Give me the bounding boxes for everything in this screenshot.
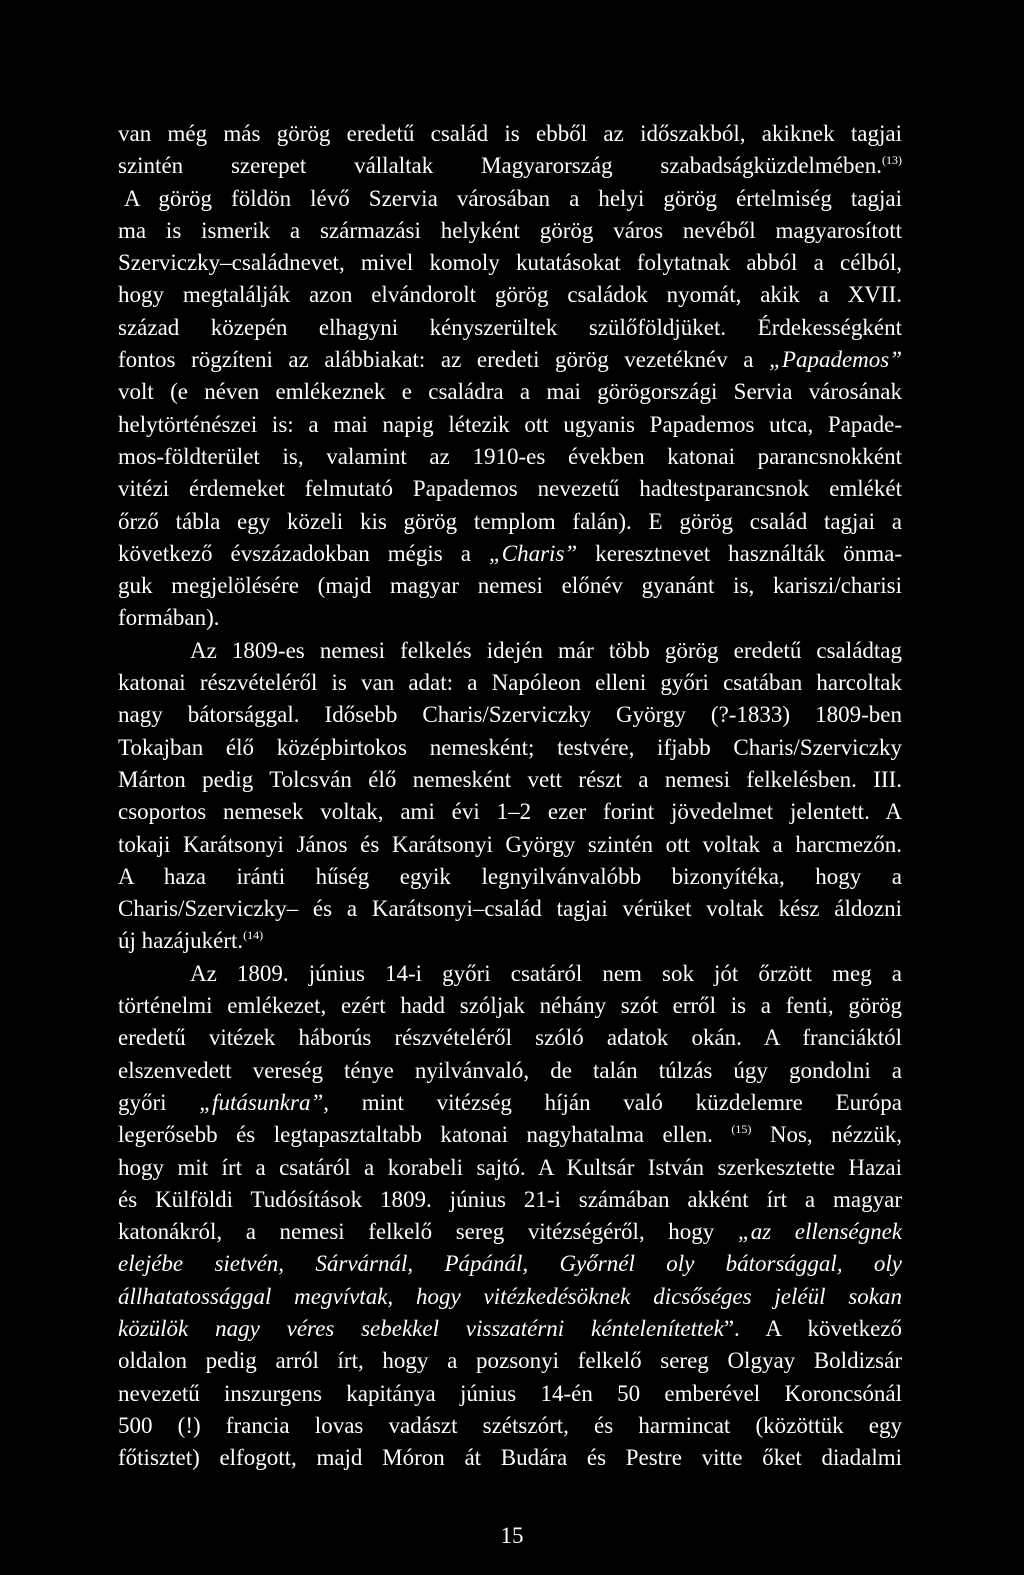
text-run: formában). [118,605,220,631]
text-line [118,1410,902,1442]
paragraph-first-line [118,635,902,667]
paragraph-first-line [118,183,902,215]
text-run: Az 1809-es nemesi felkelés idején már több görög eredetű családtag [190,637,902,663]
text-run: elszenvedett vereség ténye nyilvánvaló, de talán túlzás úgy gondolni a [118,1057,902,1083]
italic-quote-line [118,1281,902,1313]
text-run: katonákról, a nemesi felkelő sereg vitézségéről, hogy [118,1219,715,1245]
text-run: ”. A következő [723,1315,902,1341]
text-line [118,1055,902,1087]
text-run: guk megjelölésére (majd magyar nemesi előnév gyanánt is, kariszi/charisi [118,573,902,599]
text-run: helytörténészei is: a mai napig létezik ott ugyanis Papademos utca, Papade- [118,411,902,437]
text-run: hogy mit írt a csatáról a korabeli sajtó. A Kultsár István szerkesztette Hazai [118,1154,902,1180]
paragraph-last-line [118,602,902,634]
text-run: csoportos nemesek voltak, ami évi 1–2 ezer forint jövedelmet jelentett. A [118,799,902,825]
text-line [118,829,902,861]
text-line [118,441,902,473]
text-run: század közepén elhagyni kényszerültek szülőföldjüket. Érdekességként [118,314,902,340]
text-run: 500 (!) francia lovas vadászt szétszórt, és harmincat (közöttük egy [118,1412,902,1438]
text-run: Márton pedig Tolcsván élő nemesként vett részt a nemesi felkelésben. III. [118,766,902,792]
text-line [118,893,902,925]
text-line [118,473,902,505]
text-run: Szerviczky–családnevet, mivel komoly kutatásokat folytatnak abból a célból, [118,250,902,276]
italic-quote: közülök nagy véres sebekkel visszatérni kéntelenítettek [118,1315,724,1341]
footnote-reference[interactable]: (14) [243,928,264,943]
text-run: oldalon pedig arról írt, hogy a pozsonyi felkelő sereg Olgyay Boldizsár [118,1348,902,1374]
text-run: nagy bátorsággal. Idősebb Charis/Szerviczky György (?-1833) 1809-ben [118,702,902,728]
text-run: legerősebb és legtapasztaltabb katonai nagyhatalma ellen. [118,1122,713,1148]
text-run: Az 1809. június 14-i győri csatáról nem sok jót őrzött meg a [190,960,902,986]
text-line [118,667,902,699]
text-line [118,1378,902,1410]
text-line [118,1087,902,1119]
text-line [118,1152,902,1184]
text-run: Tokajban élő középbirtokos nemesként; testvére, ifjabb Charis/Szerviczky [118,734,902,760]
text-run: volt (e néven emlékeznek e családra a mai görögországi Servia városának [118,379,902,405]
footnote-reference[interactable]: (13) [882,153,902,168]
paragraph-first-line [118,958,902,990]
text-run: állhatatossággal megvívtak, hogy vitézkedésöknek dicsőséges jeléül sokan [118,1283,902,1309]
text-line [118,699,902,731]
text-line [118,279,902,311]
text-line [118,764,902,796]
footnote-reference[interactable]: (15) [731,1122,752,1137]
text-run: szintén szerepet vállaltak Magyarország szabadságküzdelmében. [118,153,882,179]
body-text [118,118,902,1474]
text-run: Charis/Szerviczky– és a Karátsonyi–család tagjai vérüket voltak kész áldozni [118,896,902,922]
text-line [118,344,902,376]
italic-quote-line [118,1248,902,1280]
text-line [118,247,902,279]
text-line [118,376,902,408]
text-run: A haza iránti hűség egyik legnyilvánvalóbb bizonyítéka, hogy a [118,863,902,889]
text-run: fontos rögzíteni az alábbiakat: az eredeti görög vezetéknév a [118,347,754,373]
text-line [118,1313,902,1345]
text-line [118,1022,902,1054]
text-run: hogy megtalálják azon elvándorolt görög családok nyomát, akik a XVII. [118,282,902,308]
text-line [118,1216,902,1248]
text-line [118,1184,902,1216]
text-run: keresztnevet használták önma- [595,540,903,566]
text-line [118,1345,902,1377]
text-line [118,796,902,828]
text-line [118,506,902,538]
text-run: , mint vitézség híján való küzdelemre Európa [323,1089,902,1115]
text-line [118,538,902,570]
text-run: győri [118,1089,167,1115]
text-run: eredetű vitézek háborús részvételéről szóló adatok okán. A franciáktól [118,1025,902,1051]
text-run: A görög földön lévő Szervia városában a helyi görög értelmiség tagjai [124,185,902,211]
italic-name: „Papademos” [769,347,903,373]
text-run: nevezetű inszurgens kapitánya június 14-én 50 emberével Koroncsónál [118,1380,902,1406]
text-run: új hazájukért. [118,928,244,954]
text-line [118,732,902,764]
text-run: ma is ismerik a származási helyként görög város nevéből magyarosított [118,217,902,243]
text-run: van még más görög eredetű család is ebből az időszakból, akiknek tagjai [118,121,902,146]
text-line [118,861,902,893]
text-line [118,150,902,182]
text-line [118,409,902,441]
text-run: főtisztet) elfogott, majd Móron át Budára és Pestre vitte őket diadalmi [118,1445,902,1471]
text-run: elejébe sietvén, Sárvárnál, Pápánál, Győrnél oly bátorsággal, oly [118,1251,902,1277]
paragraph-last-line [118,925,902,957]
text-line [118,215,902,247]
text-run: tokaji Karátsonyi János és Karátsonyi György szintén ott voltak a harcmezőn. [118,831,902,857]
text-run: katonai részvételéről is van adat: a Napóleon elleni győri csatában harcoltak [118,670,902,696]
text-run: mos-földterület is, valamint az 1910-es években katonai parancsnokként [118,443,902,469]
text-run: őrző tábla egy közeli kis görög templom falán). E görög család tagjai a [118,508,902,534]
text-line [118,118,902,150]
italic-name: „Charis” [488,540,578,566]
text-run: és Külföldi Tudósítások 1809. június 21-i számában akként írt a magyar [118,1186,902,1212]
text-line [118,570,902,602]
text-run: történelmi emlékezet, ezért hadd szóljak néhány szót erről is a fenti, görög [118,993,902,1019]
text-run: vitézi érdemeket felmutató Papademos nevezetű hadtestparancsnok emlékét [118,476,902,502]
text-run: Nos, nézzük, [769,1122,903,1148]
text-line [118,1119,902,1151]
italic-quote: „az ellenségnek [737,1219,903,1245]
italic-quote: „futásunkra” [199,1089,324,1115]
text-line [118,1442,902,1474]
text-run: következő évszázadokban mégis a [118,540,471,566]
page-number: 15 [500,1523,524,1548]
text-line [118,312,902,344]
text-line [118,990,902,1022]
